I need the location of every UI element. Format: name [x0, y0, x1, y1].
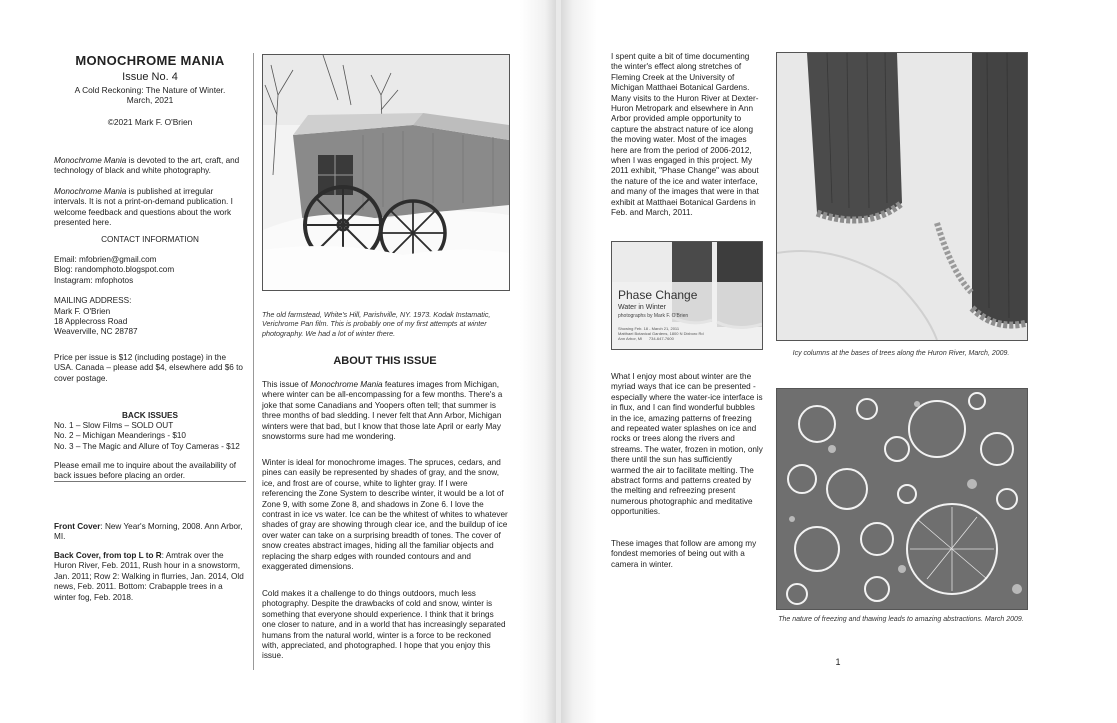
back-cover-text: : Amtrak over the Huron River, Feb. 2011, Rush hour in a snowstorm, Jan. 2011; Row 2: Walking in flurries, Jan. 2014, Old news, Feb. 2011. Bottom: Crabapple trees in a winter fog, Feb. 2018. — [54, 551, 244, 602]
back-issues-note: Please email me to inquire about the availability of back issues before placing an order. — [54, 461, 237, 481]
contact-email: Email: mfobrien@gmail.com — [54, 255, 157, 264]
issue-subtitle: A Cold Reckoning: The Nature of Winter. — [74, 85, 226, 95]
about-text-a: This issue of — [262, 380, 311, 389]
price-info: Price per issue is $12 (including postage) in the USA. Canada – please add $4, elsewhere add $6 to cover postage. — [54, 353, 243, 383]
front-cover-credit — [54, 522, 246, 543]
column-divider — [253, 53, 254, 670]
issue-date: March, 2021 — [126, 95, 174, 106]
intro-text-1: is devoted to the art, craft, and technology of black and white photography. — [54, 156, 240, 176]
intro-text-2: is published at irregular intervals. It is not a print-on-demand publication. I welcome feedback and questions about the work presented here. — [54, 187, 233, 228]
poster-details — [618, 326, 704, 341]
contact-instagram: Instagram: mfophotos — [54, 275, 134, 285]
intro-paragraph-1 — [54, 156, 246, 177]
bubbles-caption: The nature of freezing and thawing leads to amazing abstractions. March 2009. — [778, 616, 1024, 623]
poster-phone: 734-647-7600 — [648, 336, 674, 341]
issue-number: Issue No. 4 — [122, 71, 178, 83]
right-paragraph-3: These images that follow are among my fondest memories of being out with a camera in winter. — [611, 539, 757, 569]
farmstead-photo — [262, 54, 510, 291]
poster-subtitle: Water in Winter — [618, 304, 666, 311]
back-issues-list — [54, 421, 254, 452]
divider — [54, 481, 246, 482]
back-cover-label: Back Cover, from top L to R — [54, 551, 162, 560]
poster-title: Phase Change — [618, 288, 698, 302]
left-page — [0, 0, 556, 723]
farmstead-caption: The old farmstead, White's Hill, Parishville, NY. 1973. Kodak Instamatic, Verichrome Pan film. This is probably one of my first attempts at winter photography. We had a lot of winter there. — [262, 310, 491, 338]
about-paragraph-2: Winter is ideal for monochrome images. The spruces, cedars, and pines can easily be represented by shades of gray, and the snow, ice, and frost are of course, white to lighter gray. If I were referencing the Zone System to describe winter, it would be a lot of Zone 9, with some Zone 8, and shadows in Zone 6. I love the contrast in ice vs water. Ice can be the whitest of whites to whatever shades of gray are showing through clear ice, and the buildup of ice over water can take on a surprising breadth of tones. The cover of snow creates abstract images, hiding all the familiar objects and replacing the sharp edges with rounded contours and and exaggerated dimensions. — [262, 458, 508, 572]
about-paragraph-1 — [262, 380, 508, 442]
back-cover-credit — [54, 551, 246, 603]
mailing-heading: MAILING ADDRESS: — [54, 296, 132, 306]
poster-dates: Showing Feb. 18 - March 21, 2011 — [618, 326, 680, 331]
poster-byline: photographs by Mark F. O'Brien — [618, 313, 689, 319]
phase-change-poster — [611, 241, 763, 350]
contact-blog: Blog: randomphoto.blogspot.com — [54, 265, 175, 275]
right-paragraph-2: What I enjoy most about winter are the myriad ways that ice can be presented - especially where the water-ice interface is in flux, and I can find wonderful bubbles in the ice, amazing patterns of freezing and repeated water splashes on ice and rocks or trees along the rivers and streams. The water, frozen in motion, only there until the sun has sufficiently warmed the air to facilitate melting. The abstract forms and patterns created by the melting and refreezing present numerous photographic and meditative opportunities. — [611, 372, 763, 517]
back-issue-item: No. 1 – Slow Films – SOLD OUT — [54, 421, 174, 430]
poster-city: Ann Arbor, MI — [618, 336, 643, 341]
mailing-name: Mark F. O'Brien — [54, 306, 111, 316]
mailing-street: 18 Applecross Road — [54, 317, 128, 327]
about-heading: ABOUT THIS ISSUE — [333, 355, 437, 367]
back-issues-heading: BACK ISSUES — [122, 411, 178, 420]
masthead — [50, 53, 250, 127]
copyright: ©2021 Mark F. O'Brien — [107, 116, 193, 127]
intro-title-2: Monochrome Mania — [54, 187, 127, 196]
front-cover-text: : New Year's Morning, 2008. Ann Arbor, MI. — [54, 522, 243, 542]
contact-heading: CONTACT INFORMATION — [101, 235, 199, 244]
intro-title-1: Monochrome Mania — [54, 156, 127, 165]
poster-location — [618, 336, 704, 341]
trees-caption: Icy columns at the bases of trees along the Huron River, March, 2009. — [792, 350, 1010, 357]
icy-trees-photo — [776, 52, 1028, 341]
contact-block — [54, 255, 246, 338]
back-issue-item: No. 2 – Michigan Meanderings - $10 — [54, 431, 186, 441]
front-cover-label: Front Cover — [54, 522, 101, 531]
about-title: Monochrome Mania — [310, 380, 383, 389]
ice-bubbles-photo — [776, 388, 1028, 610]
about-paragraph-3: Cold makes it a challenge to do things outdoors, much less photography. Despite the drawbacks of cold and snow, winter is something that everyone should experience. I think that it brings one closer to nature, and in a world that has increasingly separated humans from the natural world, winter is a force to be reckoned with, appreciated, and photographed. I hope that you enjoy this issue. — [262, 589, 506, 661]
back-issue-item: No. 3 – The Magic and Allure of Toy Cameras - $12 — [54, 441, 240, 451]
about-text-b: features images from Michigan, where winter can be all-encompassing for a few months. There's a joke that some Canadians and Yoopers often tell; that summer is three months of bad sledding. I never felt that Ann Arbor, Michigan winters were that bad, but I know that those late April or early May snowstorms sure had me wondering. — [262, 380, 503, 442]
right-page — [561, 0, 1117, 723]
intro-paragraph-2 — [54, 187, 246, 229]
magazine-title: MONOCHROME MANIA — [75, 53, 225, 68]
right-paragraph-1: I spent quite a bit of time documenting the winter's effect along stretches of Fleming Creek at the University of Michigan Matthaei Botanical Gardens. Many visits to the Huron River at Dexter-Huron Metropark and elsewhere in Ann Arbor provided ample opportunity to capture the abstract nature of ice along the moving water. Most of the images here are from the period of 2006-2012, when I was engaged in this project. My 2011 exhibit, "Phase Change" was about the nature of the ice and water interface, and many of the images that were in that exhibit at Matthaei Botanical Gardens in Feb. and March, 2011. — [611, 52, 759, 218]
poster-venue: Matthaei Botanical Gardens, 1800 N Dixboro Rd — [618, 331, 704, 336]
mailing-city: Weaverville, NC 28787 — [54, 327, 138, 337]
page-number: 1 — [835, 657, 841, 667]
